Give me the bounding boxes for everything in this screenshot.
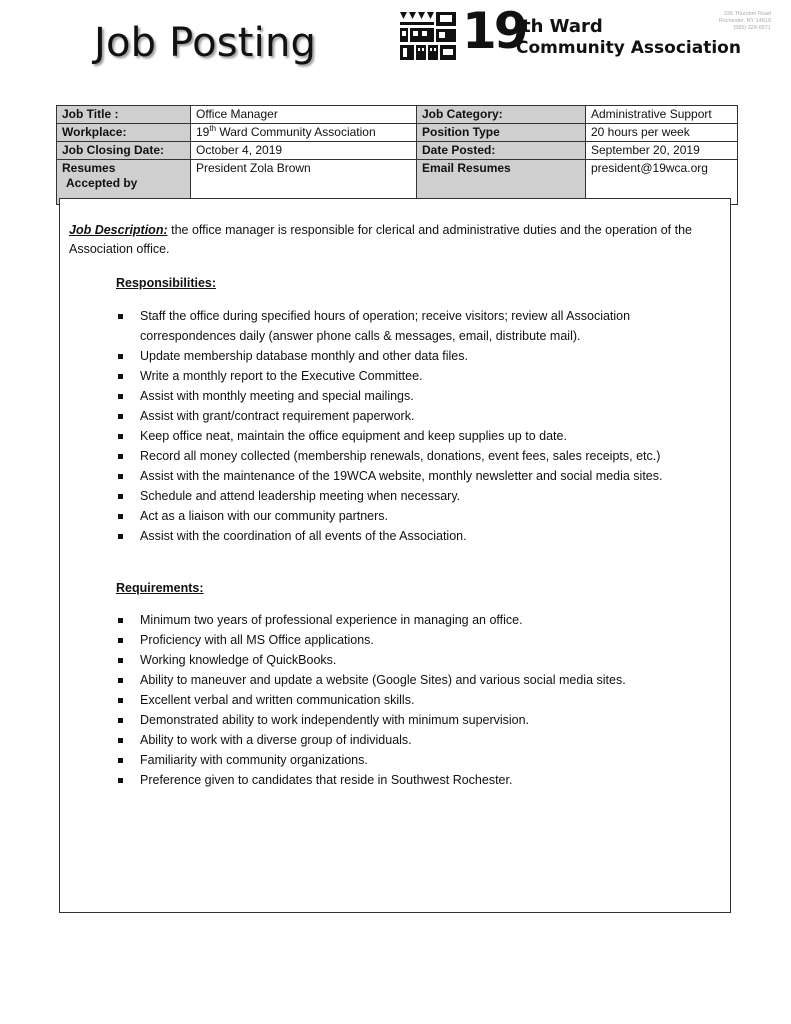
job-category-label: Job Category: <box>417 106 586 124</box>
requirements-list <box>116 610 716 790</box>
position-type-value: 20 hours per week <box>586 124 738 142</box>
responsibilities-heading: Responsibilities: <box>116 276 217 290</box>
list-item: Update membership database monthly and other data files. <box>116 346 716 366</box>
neighborhood-houses-icon <box>398 10 458 62</box>
list-item: Minimum two years of professional experience in managing an office. <box>116 610 716 630</box>
list-item: Demonstrated ability to work independently with minimum supervision. <box>116 710 716 730</box>
job-description <box>69 221 721 259</box>
date-posted-label: Date Posted: <box>417 142 586 160</box>
table-row <box>57 142 738 160</box>
job-category-value: Administrative Support <box>586 106 738 124</box>
list-item: Act as a liaison with our community partners. <box>116 506 716 526</box>
job-title-value: Office Manager <box>191 106 417 124</box>
workplace-ordinal: th <box>209 124 217 133</box>
association-logo <box>398 2 758 64</box>
list-item: Assist with monthly meeting and special mailings. <box>116 386 716 406</box>
logo-line-1: th Ward <box>522 16 603 37</box>
workplace-value <box>191 124 417 142</box>
job-info-table <box>56 105 738 205</box>
page-title: Job Posting <box>94 20 317 66</box>
list-item: Working knowledge of QuickBooks. <box>116 650 716 670</box>
position-type-label: Position Type <box>417 124 586 142</box>
job-description-lead: Job Description: <box>69 223 168 237</box>
list-item: Assist with grant/contract requirement paperwork. <box>116 406 716 426</box>
email-resumes-value[interactable]: president@19wca.org <box>586 160 738 205</box>
list-item: Staff the office during specified hours of operation; receive visitors; review all Association correspondences daily (answer phone calls & messages, email, distribute mail). <box>116 306 716 346</box>
job-title-label: Job Title : <box>57 106 191 124</box>
list-item: Record all money collected (membership renewals, donations, event fees, sales receipts, etc.) <box>116 446 716 466</box>
resumes-label-line: Resumes <box>62 161 116 175</box>
address-line: Rochester, NY 14619 <box>718 18 771 24</box>
workplace-name: Ward Community Association <box>216 125 376 139</box>
table-row <box>57 124 738 142</box>
list-item: Schedule and attend leadership meeting when necessary. <box>116 486 716 506</box>
address-line: (585) 328-6571 <box>733 25 771 31</box>
date-posted-value: September 20, 2019 <box>586 142 738 160</box>
list-item: Familiarity with community organizations. <box>116 750 716 770</box>
job-description-box <box>59 198 731 913</box>
email-resumes-label: Email Resumes <box>417 160 586 205</box>
list-item: Assist with the coordination of all events of the Association. <box>116 526 716 546</box>
logo-line-2: Community Association <box>516 38 741 58</box>
list-item: Assist with the maintenance of the 19WCA website, monthly newsletter and social media sites. <box>116 466 716 486</box>
address-line: 236 Thurston Road <box>724 11 771 17</box>
requirements-heading: Requirements: <box>116 581 204 595</box>
list-item: Write a monthly report to the Executive Committee. <box>116 366 716 386</box>
list-item: Keep office neat, maintain the office equipment and keep supplies up to date. <box>116 426 716 446</box>
closing-date-label: Job Closing Date: <box>57 142 191 160</box>
table-row <box>57 106 738 124</box>
resumes-accepted-value: President Zola Brown <box>191 160 417 205</box>
resumes-label-line: Accepted by <box>66 176 138 190</box>
closing-date-value: October 4, 2019 <box>191 142 417 160</box>
list-item: Ability to maneuver and update a website (Google Sites) and various social media sites. <box>116 670 716 690</box>
list-item: Excellent verbal and written communication skills. <box>116 690 716 710</box>
logo-number: 19 <box>462 2 526 60</box>
list-item: Proficiency with all MS Office applications. <box>116 630 716 650</box>
job-description-text: the office manager is responsible for clerical and administrative duties and the operation of the Association office. <box>69 223 693 256</box>
list-item: Ability to work with a diverse group of individuals. <box>116 730 716 750</box>
workplace-number: 19 <box>196 125 210 139</box>
workplace-label: Workplace: <box>57 124 191 142</box>
responsibilities-list <box>116 306 716 546</box>
list-item: Preference given to candidates that reside in Southwest Rochester. <box>116 770 716 790</box>
address-block <box>719 11 771 32</box>
